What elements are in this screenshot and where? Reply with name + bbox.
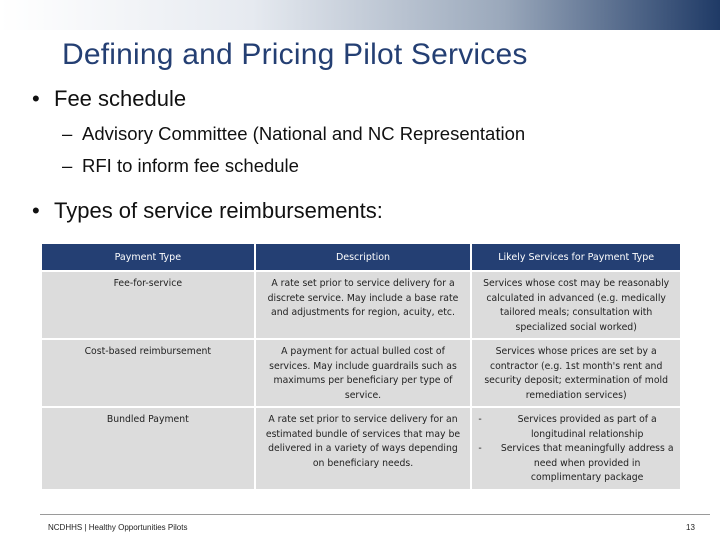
bullet-fee-schedule	[32, 86, 186, 112]
cell-payment-type: Bundled Payment	[42, 408, 254, 489]
sub-bullet-advisory	[62, 123, 525, 145]
footer-organization: NCDHHS | Healthy Opportunities Pilots	[48, 523, 188, 532]
list-item-text: Services provided as part of a longitudinal relationship	[517, 414, 657, 440]
table-row	[42, 340, 680, 406]
cell-payment-type: Fee-for-service	[42, 272, 254, 338]
cell-likely-services: Services whose cost may be reasonably calculated in advanced (e.g. medically tailored meals; consultation with specialized social worked)	[472, 272, 680, 338]
bullet-marker: •	[32, 86, 40, 111]
payment-types-table	[40, 242, 682, 491]
sub-bullet-text: Advisory Committee (National and NC Representation	[82, 123, 526, 144]
header-gradient-bar	[0, 0, 720, 30]
sub-bullet-rfi	[62, 155, 299, 177]
table-header-row	[42, 244, 680, 270]
cell-description: A payment for actual bulled cost of services. May include guardrails such as maximums per beneficiary per type of service.	[256, 340, 471, 406]
list-marker: -	[478, 443, 482, 454]
cell-likely-services: Services whose prices are set by a contractor (e.g. 1st month's rent and security deposit; extermination of mold remediation services)	[472, 340, 680, 406]
cell-description: A rate set prior to service delivery for a discrete service. May include a base rate and adjustments for region, acuity, etc.	[256, 272, 471, 338]
page-number: 13	[686, 523, 695, 532]
bullet-text: Fee schedule	[54, 86, 187, 111]
list-marker: -	[478, 414, 482, 425]
cell-payment-type: Cost-based reimbursement	[42, 340, 254, 406]
list-item-text: Services that meaningfully address a need when provided in complimentary package	[500, 443, 674, 483]
footer-divider	[40, 514, 710, 515]
bullet-text: Types of service reimbursements:	[54, 198, 383, 223]
bullet-marker: •	[32, 198, 40, 223]
sub-bullet-marker: –	[62, 123, 73, 144]
header-payment-type: Payment Type	[42, 244, 254, 270]
slide-title: Defining and Pricing Pilot Services	[62, 38, 528, 71]
table-row	[42, 272, 680, 338]
header-likely-services: Likely Services for Payment Type	[472, 244, 680, 270]
table-row	[42, 408, 680, 489]
services-list-item	[478, 413, 674, 442]
sub-bullet-text: RFI to inform fee schedule	[82, 155, 299, 176]
cell-description: A rate set prior to service delivery for an estimated bundle of services that may be delivered in a variety of ways depending on beneficiary needs.	[256, 408, 471, 489]
sub-bullet-marker: –	[62, 155, 73, 176]
cell-likely-services	[472, 408, 680, 489]
header-description: Description	[256, 244, 471, 270]
bullet-reimbursement-types	[32, 198, 383, 224]
services-list-item	[478, 442, 674, 486]
